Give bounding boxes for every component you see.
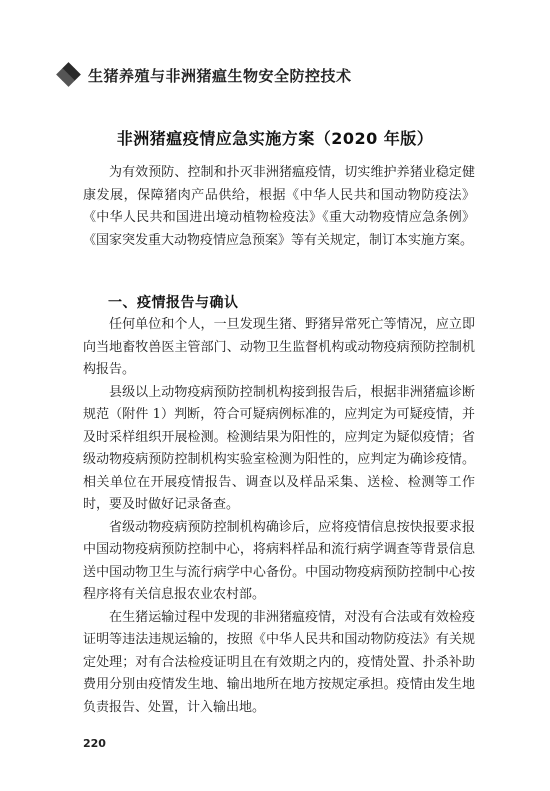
body-paragraph-3: 省级动物疫病预防控制机构确诊后，应将疫情信息按快报要求报中国动物疫病预防控制中心，将病料样品和流行病学调查等背景信息送中国动物卫生与流行病学中心备份。中国动物疫病预防控制中心按程序将有关信息报农业农村部。 xyxy=(83,519,475,602)
document-title: 非洲猪瘟疫情应急实施方案（2020 年版） xyxy=(116,129,434,148)
page-number: 220 xyxy=(83,737,106,750)
running-header-text: 生猪养殖与非洲猪瘟生物安全防控技术 xyxy=(88,66,352,85)
intro-block xyxy=(83,162,475,252)
diamond-ornament-icon xyxy=(58,64,80,86)
section-body xyxy=(83,314,475,719)
body-paragraph-2: 县级以上动物疫病预防控制机构接到报告后，根据非洲猪瘟诊断规范（附件 1）判断，符合可疑病例标准的，应判定为可疑疫情，并及时采样组织开展检测。检测结果为阳性的，应判定为疑似疫情；省级动物疫病预防控制机构实验室检测为阳性的，应判定为确诊疫情。相关单位在开展疫情报告、调查以及样品采集、送检、检测等工作时，要及时做好记录备查。 xyxy=(83,384,475,512)
body-paragraph-4: 在生猪运输过程中发现的非洲猪瘟疫情，对没有合法或有效检疫证明等违法违规运输的，按照《中华人民共和国动物防疫法》有关规定处理；对有合法检疫证明且在有效期之内的，疫情处置、扑杀补助费用分别由疫情发生地、输出地所在地方按规定承担。疫情由发生地负责报告、处置，计入输出地。 xyxy=(83,609,475,715)
running-header xyxy=(58,62,352,88)
body-paragraph-1: 任何单位和个人，一旦发现生猪、野猪异常死亡等情况，应立即向当地畜牧兽医主管部门、动物卫生监督机构或动物疫病预防控制机构报告。 xyxy=(83,317,475,377)
intro-paragraph: 为有效预防、控制和扑灭非洲猪瘟疫情，切实维护养猪业稳定健康发展，保障猪肉产品供给，根据《中华人民共和国动物防疫法》《中华人民共和国进出境动植物检疫法》《重大动物疫情应急条例》《国家突发重大动物疫情应急预案》等有关规定，制订本实施方案。 xyxy=(83,165,475,248)
section-heading: 一、疫情报告与确认 xyxy=(108,295,239,311)
